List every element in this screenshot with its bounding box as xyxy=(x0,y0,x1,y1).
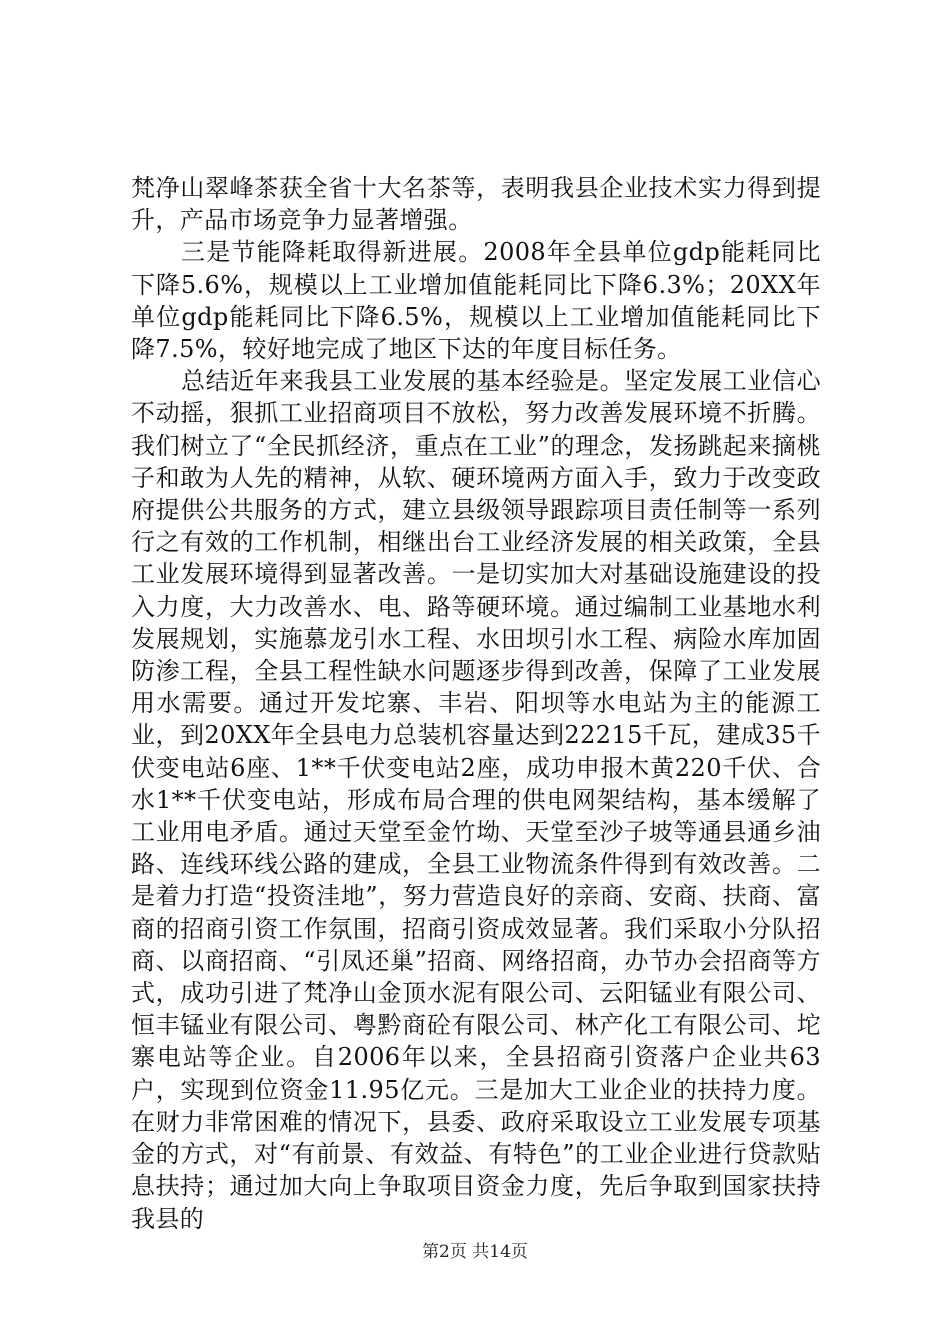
paragraph-energy-saving: 三是节能降耗取得新进展。2008年全县单位gdp能耗同比下降5.6%，规模以上工业增加值能耗同比下降6.3%；20XX年单位gdp能耗同比下降6.5%，规模以上工业增加值能耗同比下降7.5%，较好地完成了地区下达的年度目标任务。 xyxy=(131,238,821,364)
page-footer: 第2页 共14页 xyxy=(422,1242,528,1262)
paragraph-continuation: 梵净山翠峰茶获全省十大名茶等，表明我县企业技术实力得到提升，产品市场竞争力显著增强。 xyxy=(131,174,821,235)
paragraph-experience-summary: 总结近年来我县工业发展的基本经验是。坚定发展工业信心不动摇，狠抓工业招商项目不放松，努力改善发展环境不折腾。我们树立了“全民抓经济，重点在工业”的理念，发扬跳起来摘桃子和敢为人先的精神，从软、硬环境两方面入手，致力于改变政府提供公共服务的方式，建立县级领导跟踪项目责任制等一系列行之有效的工作机制，相继出台工业经济发展的相关政策，全县工业发展环境得到显著改善。一是切实加大对基础设施建设的投入力度，大力改善水、电、路等硬环境。通过编制工业基地水利发展规划，实施慕龙引水工程、水田坝引水工程、病险水库加固防渗工程，全县工程性缺水问题逐步得到改善，保障了工业发展用水需要。通过开发坨寨、丰岩、阳坝等水电站为主的能源工业，到20XX年全县电力总装机容量达到22215千瓦，建成35千伏变电站6座、1**千伏变电站2座，成功申报木黄220千伏、合水1**千伏变电站，形成布局合理的供电网架结构，基本缓解了工业用电矛盾。通过天堂至金竹坳、天堂至沙子坡等通县通乡油路、连线环线公路的建成，全县工业物流条件得到有效改善。二是着力打造“投资洼地”，努力营造良好的亲商、安商、扶商、富商的招商引资工作氛围，招商引资成效显著。我们采取小分队招商、以商招商、“引凤还巢”招商、网络招商，办节办会招商等方式，成功引进了梵净山金顶水泥有限公司、云阳锰业有限公司、恒丰锰业有限公司、粤黔商砼有限公司、林产化工有限公司、坨寨电站等企业。自2006年以来，全县招商引资落户企业共63户，实现到位资金11.95亿元。三是加大工业企业的扶持力度。在财力非常困难的情况下，县委、政府采取设立工业发展专项基金的方式，对“有前景、有效益、有特色”的工业企业进行贷款贴息扶持；通过加大向上争取项目资金力度，先后争取到国家扶持我县的 xyxy=(131,367,821,1233)
document-body xyxy=(131,172,821,1235)
